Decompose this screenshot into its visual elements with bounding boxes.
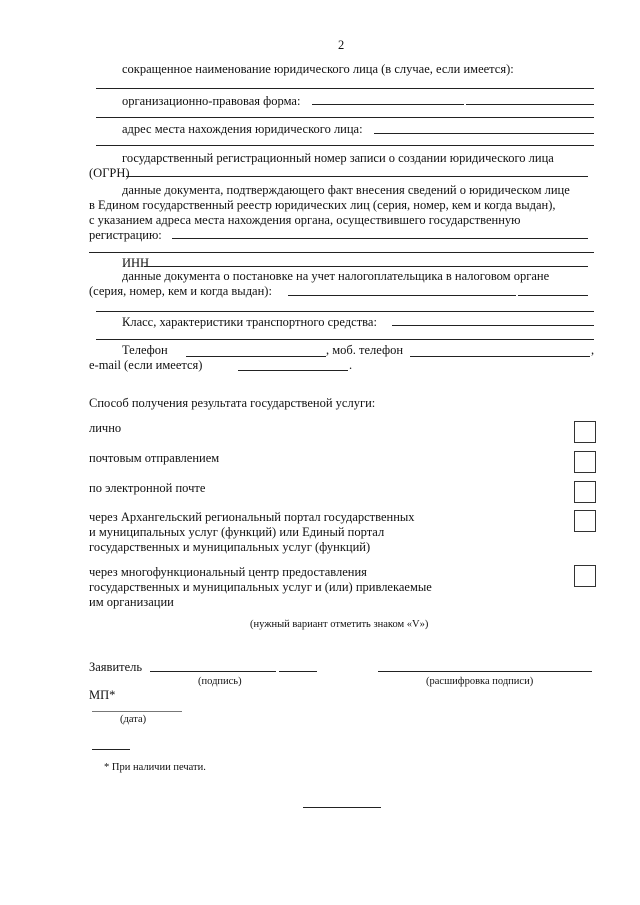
egrul-label-1: данные документа, подтверждающего факт внесения сведений о юридическом лице: [122, 183, 570, 197]
egrul-label-3: с указанием адреса места нахождения органа, осуществившего государственную: [89, 213, 521, 227]
name-decode-field[interactable]: [378, 671, 592, 672]
signature-field-2[interactable]: [279, 671, 317, 672]
inn-field[interactable]: [144, 266, 588, 267]
address-line: [96, 145, 594, 146]
inn-label: ИНН: [122, 256, 150, 270]
option-mfc-label-3: им организации: [89, 595, 174, 609]
email-field[interactable]: [238, 370, 348, 371]
footnote: * При наличии печати.: [104, 762, 206, 773]
egrul-line: [89, 252, 594, 253]
option-portal-checkbox[interactable]: [574, 510, 596, 532]
tax-field-2[interactable]: [518, 295, 588, 296]
address-field[interactable]: [374, 133, 594, 134]
option-email-checkbox[interactable]: [574, 481, 596, 503]
page-number: 2: [338, 38, 345, 52]
phone-field[interactable]: [186, 356, 326, 357]
decode-caption: (расшифровка подписи): [426, 676, 534, 687]
mobile-label: , моб. телефон: [326, 343, 404, 357]
option-personal-checkbox[interactable]: [574, 421, 596, 443]
org-form-field-2[interactable]: [466, 104, 594, 105]
option-mfc-label-1: через многофункциональный центр предоставления: [89, 565, 367, 579]
ogrn-label-1: государственный регистрационный номер записи о создании юридического лица: [122, 151, 554, 165]
address-label: адрес места нахождения юридического лица:: [122, 122, 363, 136]
option-mail-label: почтовым отправлением: [89, 451, 220, 465]
tax-label-2: (серия, номер, кем и когда выдан):: [89, 284, 272, 298]
date-caption: (дата): [120, 714, 147, 725]
vehicle-line: [96, 339, 594, 340]
option-mfc-checkbox[interactable]: [574, 565, 596, 587]
egrul-label-4: регистрацию:: [89, 228, 162, 242]
applicant-label: Заявитель: [89, 660, 143, 674]
vehicle-label: Класс, характеристики транспортного средства:: [122, 315, 377, 329]
option-email-label: по электронной почте: [89, 481, 206, 495]
stamp-label: МП*: [89, 688, 116, 702]
mobile-field[interactable]: [410, 356, 590, 357]
tax-line: [96, 311, 594, 312]
org-form-label: организационно-правовая форма:: [122, 94, 301, 108]
org-form-line: [96, 117, 594, 118]
ogrn-label-2: (ОГРН): [89, 166, 130, 180]
option-personal-label: лично: [89, 421, 122, 435]
email-label: e-mail (если имеется): [89, 358, 203, 372]
option-mail-checkbox[interactable]: [574, 451, 596, 473]
method-title: Способ получения результата государственой услуги:: [89, 396, 376, 410]
phone-label: Телефон: [122, 343, 168, 357]
phone-comma: ,: [591, 343, 595, 357]
egrul-field[interactable]: [172, 238, 588, 239]
footnote-separator: [92, 749, 130, 750]
option-portal-label-1: через Архангельский региональный портал государственных: [89, 510, 415, 524]
short-name-label: сокращенное наименование юридического лица (в случае, если имеется):: [122, 62, 514, 76]
vehicle-field[interactable]: [392, 325, 594, 326]
signature-caption: (подпись): [198, 676, 242, 687]
end-separator: [303, 807, 381, 808]
option-portal-label-3: государственных и муниципальных услуг (функций): [89, 540, 371, 554]
short-name-field[interactable]: [96, 88, 594, 89]
method-note: (нужный вариант отметить знаком «V»): [250, 619, 429, 630]
signature-field[interactable]: [150, 671, 276, 672]
tax-label-1: данные документа о постановке на учет налогоплательщика в налоговом органе: [122, 269, 550, 283]
org-form-field[interactable]: [312, 104, 464, 105]
email-period: .: [349, 358, 353, 372]
option-mfc-label-2: государственных и муниципальных услуг и (или) привлекаемые: [89, 580, 432, 594]
option-portal-label-2: и муниципальных услуг (функций) или Единый портал: [89, 525, 385, 539]
ogrn-field[interactable]: [126, 176, 588, 177]
tax-field[interactable]: [288, 295, 516, 296]
egrul-label-2: в Едином государственный реестр юридических лиц (серия, номер, кем и когда выдан),: [89, 198, 556, 212]
date-field[interactable]: [92, 711, 182, 712]
